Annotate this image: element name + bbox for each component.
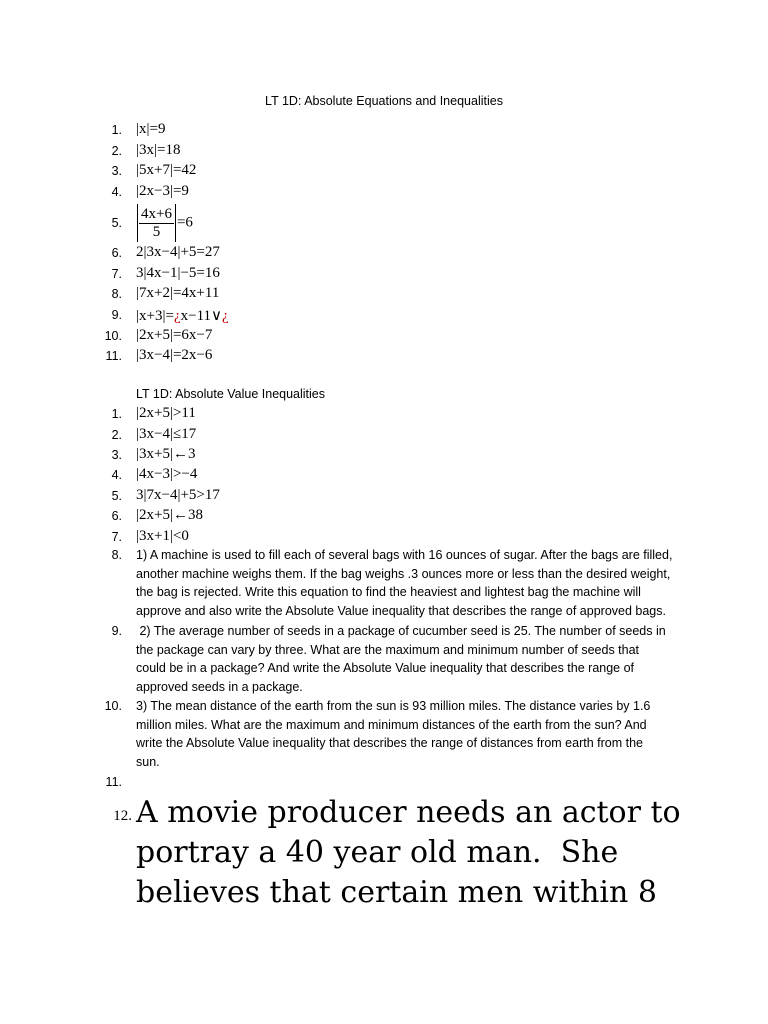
word-problem: [136, 546, 681, 621]
list-number: 12.: [113, 808, 132, 824]
problem-line: million miles. What are the maximum and minimum distances of the earth from the sun? And: [136, 717, 647, 732]
page-title: LT 1D: Absolute Equations and Inequalities: [265, 94, 503, 108]
equation-item: 3|4x−1|−5=16: [136, 265, 220, 281]
list-number: 7.: [111, 530, 122, 544]
list-number: 11.: [105, 775, 122, 789]
inequality-item: |2x+5|←38: [136, 507, 203, 523]
problem-line: could be in a package? And write the Absolute Value inequality that describes the range of: [136, 661, 635, 676]
list-number: 5.: [111, 489, 122, 503]
list-number: 6.: [111, 246, 122, 260]
equation-item: |2x+5|=6x−7: [136, 327, 213, 343]
problem-line: 1) A machine is used to fill each of several bags with 16 ounces of sugar. After the bags are filled,: [136, 548, 673, 562]
equation-item: |3x−4|=2x−6: [136, 347, 213, 363]
equation-item: |5x+7|=42: [136, 162, 197, 178]
word-problem: [136, 622, 681, 697]
garbled-glyph: ¿: [222, 308, 229, 324]
list-number: 1.: [111, 123, 122, 137]
list-number: 2.: [111, 144, 122, 158]
inequality-item: |3x−4|≤17: [136, 426, 197, 442]
list-number: 9.: [111, 624, 122, 638]
inequality-item: 3|7x−4|+5>17: [136, 487, 220, 503]
list-number: 1.: [111, 407, 122, 421]
problem-line: approve and also write the Absolute Value inequality that describes the range of approved bags.: [136, 604, 666, 619]
inequality-item: |3x+1|<0: [136, 528, 189, 544]
list-number: 11.: [105, 349, 122, 363]
equation-item: 2|3x−4|+5=27: [136, 244, 220, 260]
equation-part: x−11∨: [180, 308, 222, 324]
list-number: 5.: [111, 216, 122, 230]
problem-line: 3) The mean distance of the earth from the sun is 93 million miles. The distance varies by 1.6: [136, 699, 651, 713]
equation-item: |7x+2|=4x+11: [136, 285, 220, 301]
list-number: 9.: [111, 308, 122, 322]
list-number: 8.: [111, 287, 122, 301]
list-number: 10.: [104, 699, 122, 713]
large-word-problem: [136, 793, 696, 913]
equation-item: |x|=9: [136, 121, 166, 137]
problem-line: A movie producer needs an actor to: [136, 795, 681, 830]
abs-bar-left: [137, 204, 138, 242]
fraction-rhs: =6: [176, 214, 193, 231]
problem-line: the package can vary by three. What are the maximum and minimum number of seeds that: [136, 642, 640, 657]
problem-line: write the Absolute Value inequality that describes the range of distances from earth from the: [136, 736, 643, 751]
list-number: 10.: [104, 329, 122, 343]
equation-item: [136, 306, 229, 325]
list-number: 4.: [111, 185, 122, 199]
inequality-item: |4x−3|>−4: [136, 466, 198, 482]
list-number: 6.: [111, 509, 122, 523]
inequality-item: |2x+5|>11: [136, 405, 196, 421]
list-number: 2.: [111, 428, 122, 442]
fraction-numerator: 4x+6: [141, 205, 172, 222]
problem-line: approved seeds in a package.: [136, 680, 303, 695]
equation-item-fraction: [136, 204, 193, 242]
abs-bar-right: [175, 204, 176, 242]
problem-line: believes that certain men within 8: [136, 875, 657, 910]
problem-line: sun.: [136, 755, 160, 770]
equation-part: |x+3|=: [136, 308, 174, 324]
fraction-denominator: 5: [152, 223, 161, 240]
garbled-glyph: ¿: [173, 308, 181, 324]
problem-line: another machine weighs them. If the bag weighs .3 ounces more or less than the desired weight,: [136, 566, 671, 581]
section-heading: LT 1D: Absolute Value Inequalities: [136, 387, 326, 401]
word-problem: [136, 697, 681, 772]
list-number: 4.: [111, 468, 122, 482]
equation-item: |3x|=18: [136, 142, 181, 158]
problem-line: portray a 40 year old man. She: [136, 835, 619, 870]
list-number: 7.: [111, 267, 122, 281]
list-number: 3.: [111, 448, 122, 462]
list-number: 3.: [111, 164, 122, 178]
problem-line: 2) The average number of seeds in a package of cucumber seed is 25. The number of seeds in: [136, 624, 666, 638]
problem-line: the bag is rejected. Write this equation to find the heaviest and lightest bag the machine will: [136, 585, 641, 600]
equation-item: |2x−3|=9: [136, 183, 189, 199]
fraction: [139, 206, 174, 241]
list-number: 8.: [111, 548, 122, 562]
inequality-item: |3x+5|←3: [136, 446, 196, 462]
